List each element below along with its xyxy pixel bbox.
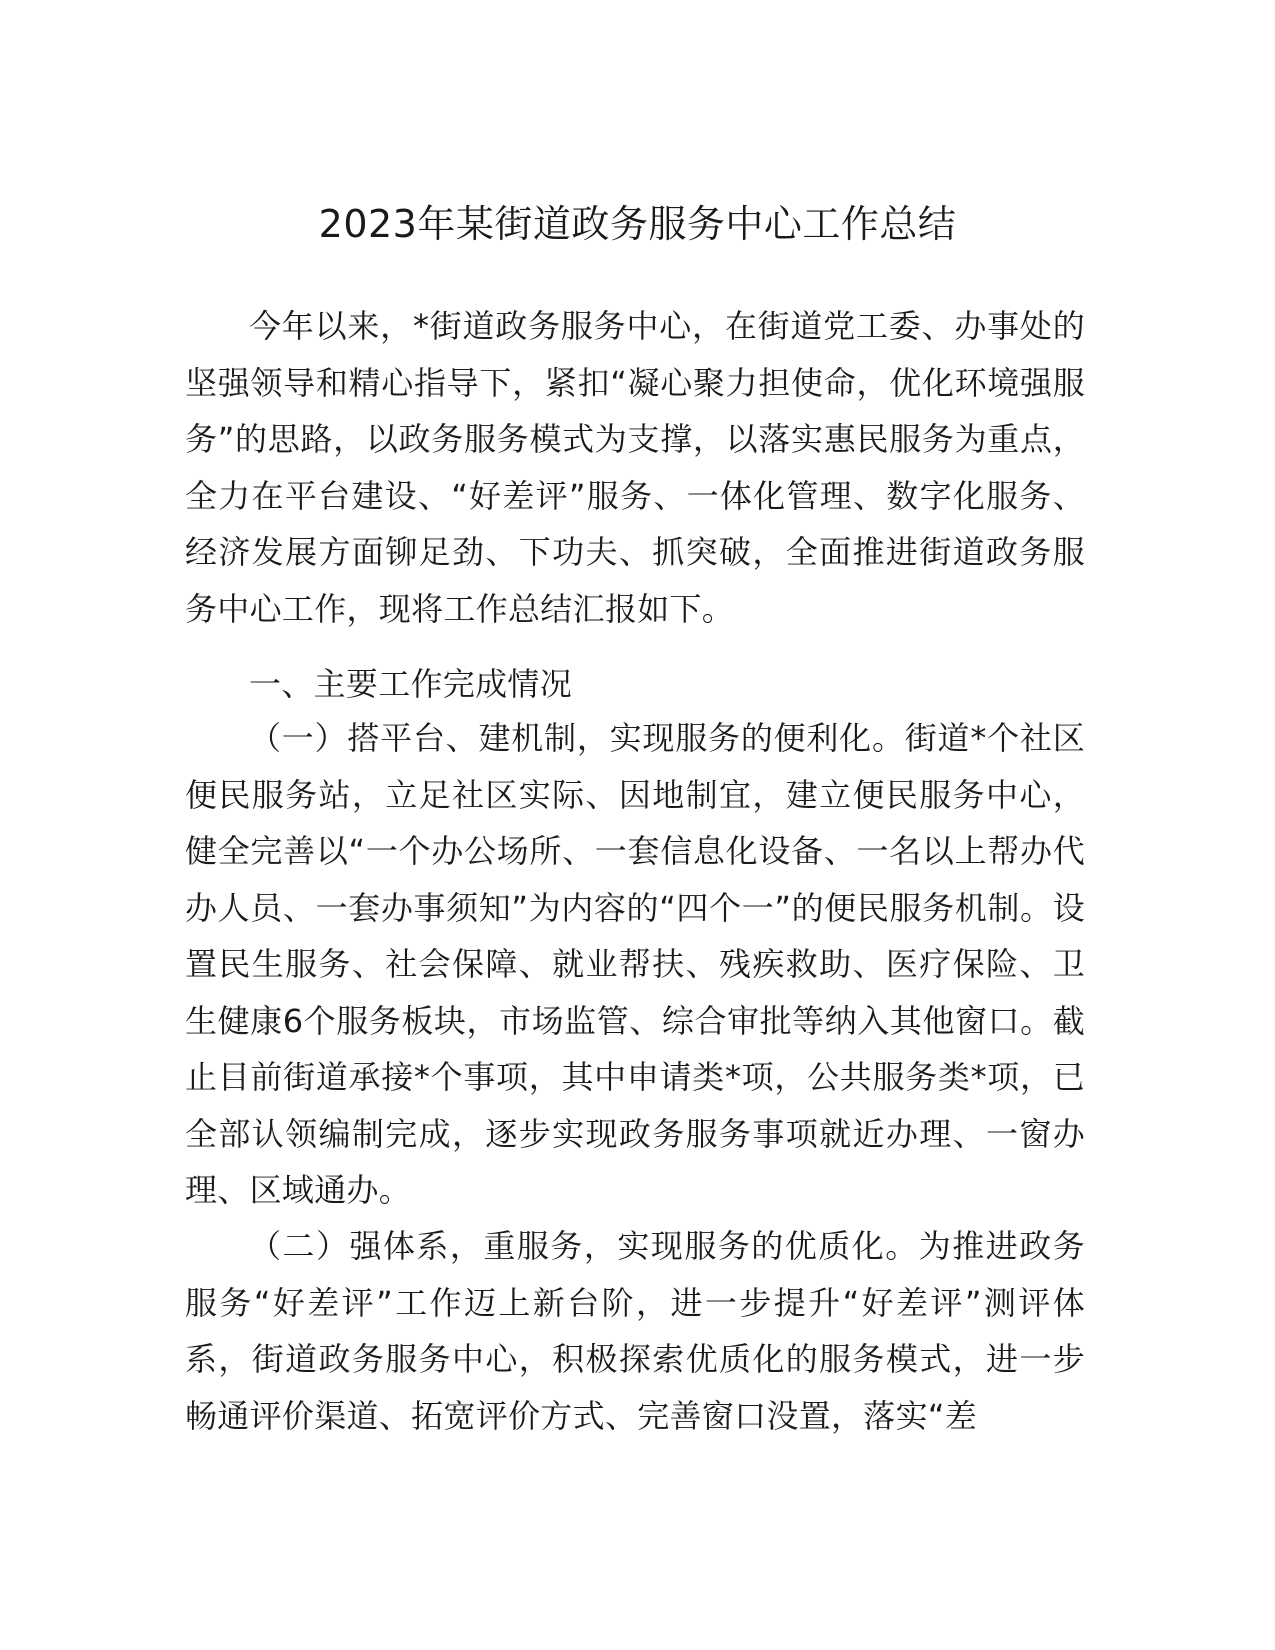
subsection-paragraph-1: （一）搭平台、建机制，实现服务的便利化。街道*个社区便民服务站，立足社区实际、因地制宜，建立便民服务中心，健全完善以“一个办公场所、一套信息化设备、一名以上帮办代办人员、一套办事须知”为内容的“四个一”的便民服务机制。设置民生服务、社会保障、就业帮扶、残疾救助、医疗保险、卫生健康6个服务板块，市场监管、综合审批等纳入其他窗口。截止目前街道承接*个事项，其中申请类*项，公共服务类*项，已全部认领编制完成，逐步实现政务服务事项就近办理、一窗办理、区域通办。 — [185, 719, 1085, 1209]
intro-paragraph: 今年以来，*街道政务服务中心，在街道党工委、办事处的坚强领导和精心指导下，紧扣“凝心聚力担使命，优化环境强服务”的思路，以政务服务模式为支撑，以落实惠民服务为重点，全力在平台建设、“好差评”服务、一体化管理、数字化服务、经济发展方面铆足劲、下功夫、抓突破，全面推进街道政务服务中心工作，现将工作总结汇报如下。 — [185, 307, 1085, 628]
document-title: 2023年某街道政务服务中心工作总结 — [318, 202, 957, 246]
section-heading: 一、主要工作完成情况 — [249, 665, 573, 703]
subsection-paragraph-2: （二）强体系，重服务，实现服务的优质化。为推进政务服务“好差评”工作迈上新台阶，进一步提升“好差评”测评体系，街道政务服务中心，积极探索优质化的服务模式，进一步畅通评价渠道、拓宽评价方式、完善窗口没置，落实“差 — [185, 1227, 1085, 1435]
